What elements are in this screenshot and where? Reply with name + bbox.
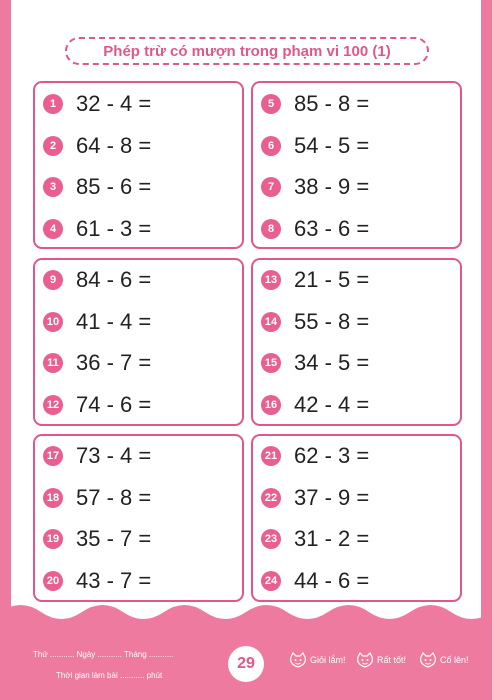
problem-expression: 62 - 3 = xyxy=(294,443,370,468)
problem-number-badge: 15 xyxy=(261,353,281,373)
page-number: 29 xyxy=(237,655,255,672)
problem-number-badge: 23 xyxy=(261,529,281,549)
problem-expression: 37 - 9 = xyxy=(294,485,370,510)
problem-expression: 85 - 8 = xyxy=(294,91,370,116)
problem-row xyxy=(43,485,151,511)
problem-number-badge: 17 xyxy=(43,446,63,466)
date-line: Thứ ........... Ngày ........... Tháng ........... xyxy=(33,650,174,659)
title-banner xyxy=(65,37,429,65)
problem-number-badge: 8 xyxy=(261,219,281,239)
problem-row xyxy=(43,443,151,469)
problem-number-badge: 7 xyxy=(261,177,281,197)
problem-number-badge: 22 xyxy=(261,488,281,508)
problem-row xyxy=(261,443,369,469)
problem-number-badge: 10 xyxy=(43,312,63,332)
problem-expression: 21 - 5 = xyxy=(294,267,370,292)
problem-number-badge: 4 xyxy=(43,219,63,239)
problem-expression: 34 - 5 = xyxy=(294,350,370,375)
problem-number-badge: 18 xyxy=(43,488,63,508)
rating-label: Giỏi lắm! xyxy=(310,655,346,665)
problem-number-badge: 12 xyxy=(43,395,63,415)
problem-row xyxy=(43,392,151,418)
problem-row xyxy=(261,568,369,594)
problem-expression: 63 - 6 = xyxy=(294,216,370,241)
problem-row xyxy=(43,267,151,293)
problem-row xyxy=(261,133,369,159)
problem-row xyxy=(261,309,369,335)
rating-label: Cố lên! xyxy=(440,655,469,665)
problem-number-badge: 2 xyxy=(43,136,63,156)
problem-expression: 44 - 6 = xyxy=(294,568,370,593)
problem-box-3 xyxy=(33,258,244,426)
problem-box-5 xyxy=(33,434,244,602)
rating-option-2 xyxy=(355,652,406,668)
problem-row xyxy=(43,526,151,552)
smiley-face-icon xyxy=(355,652,375,668)
problem-expression: 43 - 7 = xyxy=(76,568,152,593)
problem-number-badge: 5 xyxy=(261,94,281,114)
problem-row xyxy=(43,91,151,117)
problem-number-badge: 21 xyxy=(261,446,281,466)
problem-expression: 41 - 4 = xyxy=(76,309,152,334)
problem-expression: 84 - 6 = xyxy=(76,267,152,292)
problem-number-badge: 16 xyxy=(261,395,281,415)
problem-expression: 31 - 2 = xyxy=(294,526,370,551)
problem-expression: 35 - 7 = xyxy=(76,526,152,551)
problem-row xyxy=(261,267,369,293)
problem-row xyxy=(261,91,369,117)
problem-row xyxy=(43,309,151,335)
problem-expression: 36 - 7 = xyxy=(76,350,152,375)
problem-box-2 xyxy=(251,81,462,249)
problem-number-badge: 3 xyxy=(43,177,63,197)
rating-label: Rất tốt! xyxy=(377,655,407,665)
problem-row xyxy=(43,350,151,376)
problem-row xyxy=(261,216,369,242)
problem-expression: 55 - 8 = xyxy=(294,309,370,334)
problem-expression: 64 - 8 = xyxy=(76,133,152,158)
problem-expression: 73 - 4 = xyxy=(76,443,152,468)
problem-row xyxy=(43,216,151,242)
page-number-badge xyxy=(228,646,264,682)
problem-number-badge: 14 xyxy=(261,312,281,332)
problem-row xyxy=(261,350,369,376)
problem-box-6 xyxy=(251,434,462,602)
problem-number-badge: 11 xyxy=(43,353,63,373)
worksheet-title: Phép trừ có mượn trong phạm vi 100 (1) xyxy=(103,42,391,60)
problem-row xyxy=(43,133,151,159)
problem-number-badge: 19 xyxy=(43,529,63,549)
problem-row xyxy=(43,174,151,200)
problem-expression: 42 - 4 = xyxy=(294,392,370,417)
smiley-face-icon xyxy=(288,652,308,668)
problem-expression: 57 - 8 = xyxy=(76,485,152,510)
problem-number-badge: 24 xyxy=(261,571,281,591)
problem-box-1 xyxy=(33,81,244,249)
problem-row xyxy=(261,174,369,200)
problem-expression: 32 - 4 = xyxy=(76,91,152,116)
problem-number-badge: 1 xyxy=(43,94,63,114)
smiley-face-icon xyxy=(418,652,438,668)
problem-number-badge: 13 xyxy=(261,270,281,290)
problem-number-badge: 20 xyxy=(43,571,63,591)
problem-row xyxy=(261,485,369,511)
problem-expression: 38 - 9 = xyxy=(294,174,370,199)
problem-box-4 xyxy=(251,258,462,426)
rating-option-1 xyxy=(288,652,346,668)
time-line: Thời gian làm bài ........... phút xyxy=(56,671,163,680)
problem-number-badge: 6 xyxy=(261,136,281,156)
problem-expression: 74 - 6 = xyxy=(76,392,152,417)
problem-expression: 61 - 3 = xyxy=(76,216,152,241)
rating-option-3 xyxy=(418,652,469,668)
problem-number-badge: 9 xyxy=(43,270,63,290)
problem-expression: 85 - 6 = xyxy=(76,174,152,199)
problem-row xyxy=(43,568,151,594)
problem-row xyxy=(261,526,369,552)
problem-expression: 54 - 5 = xyxy=(294,133,370,158)
problem-row xyxy=(261,392,369,418)
